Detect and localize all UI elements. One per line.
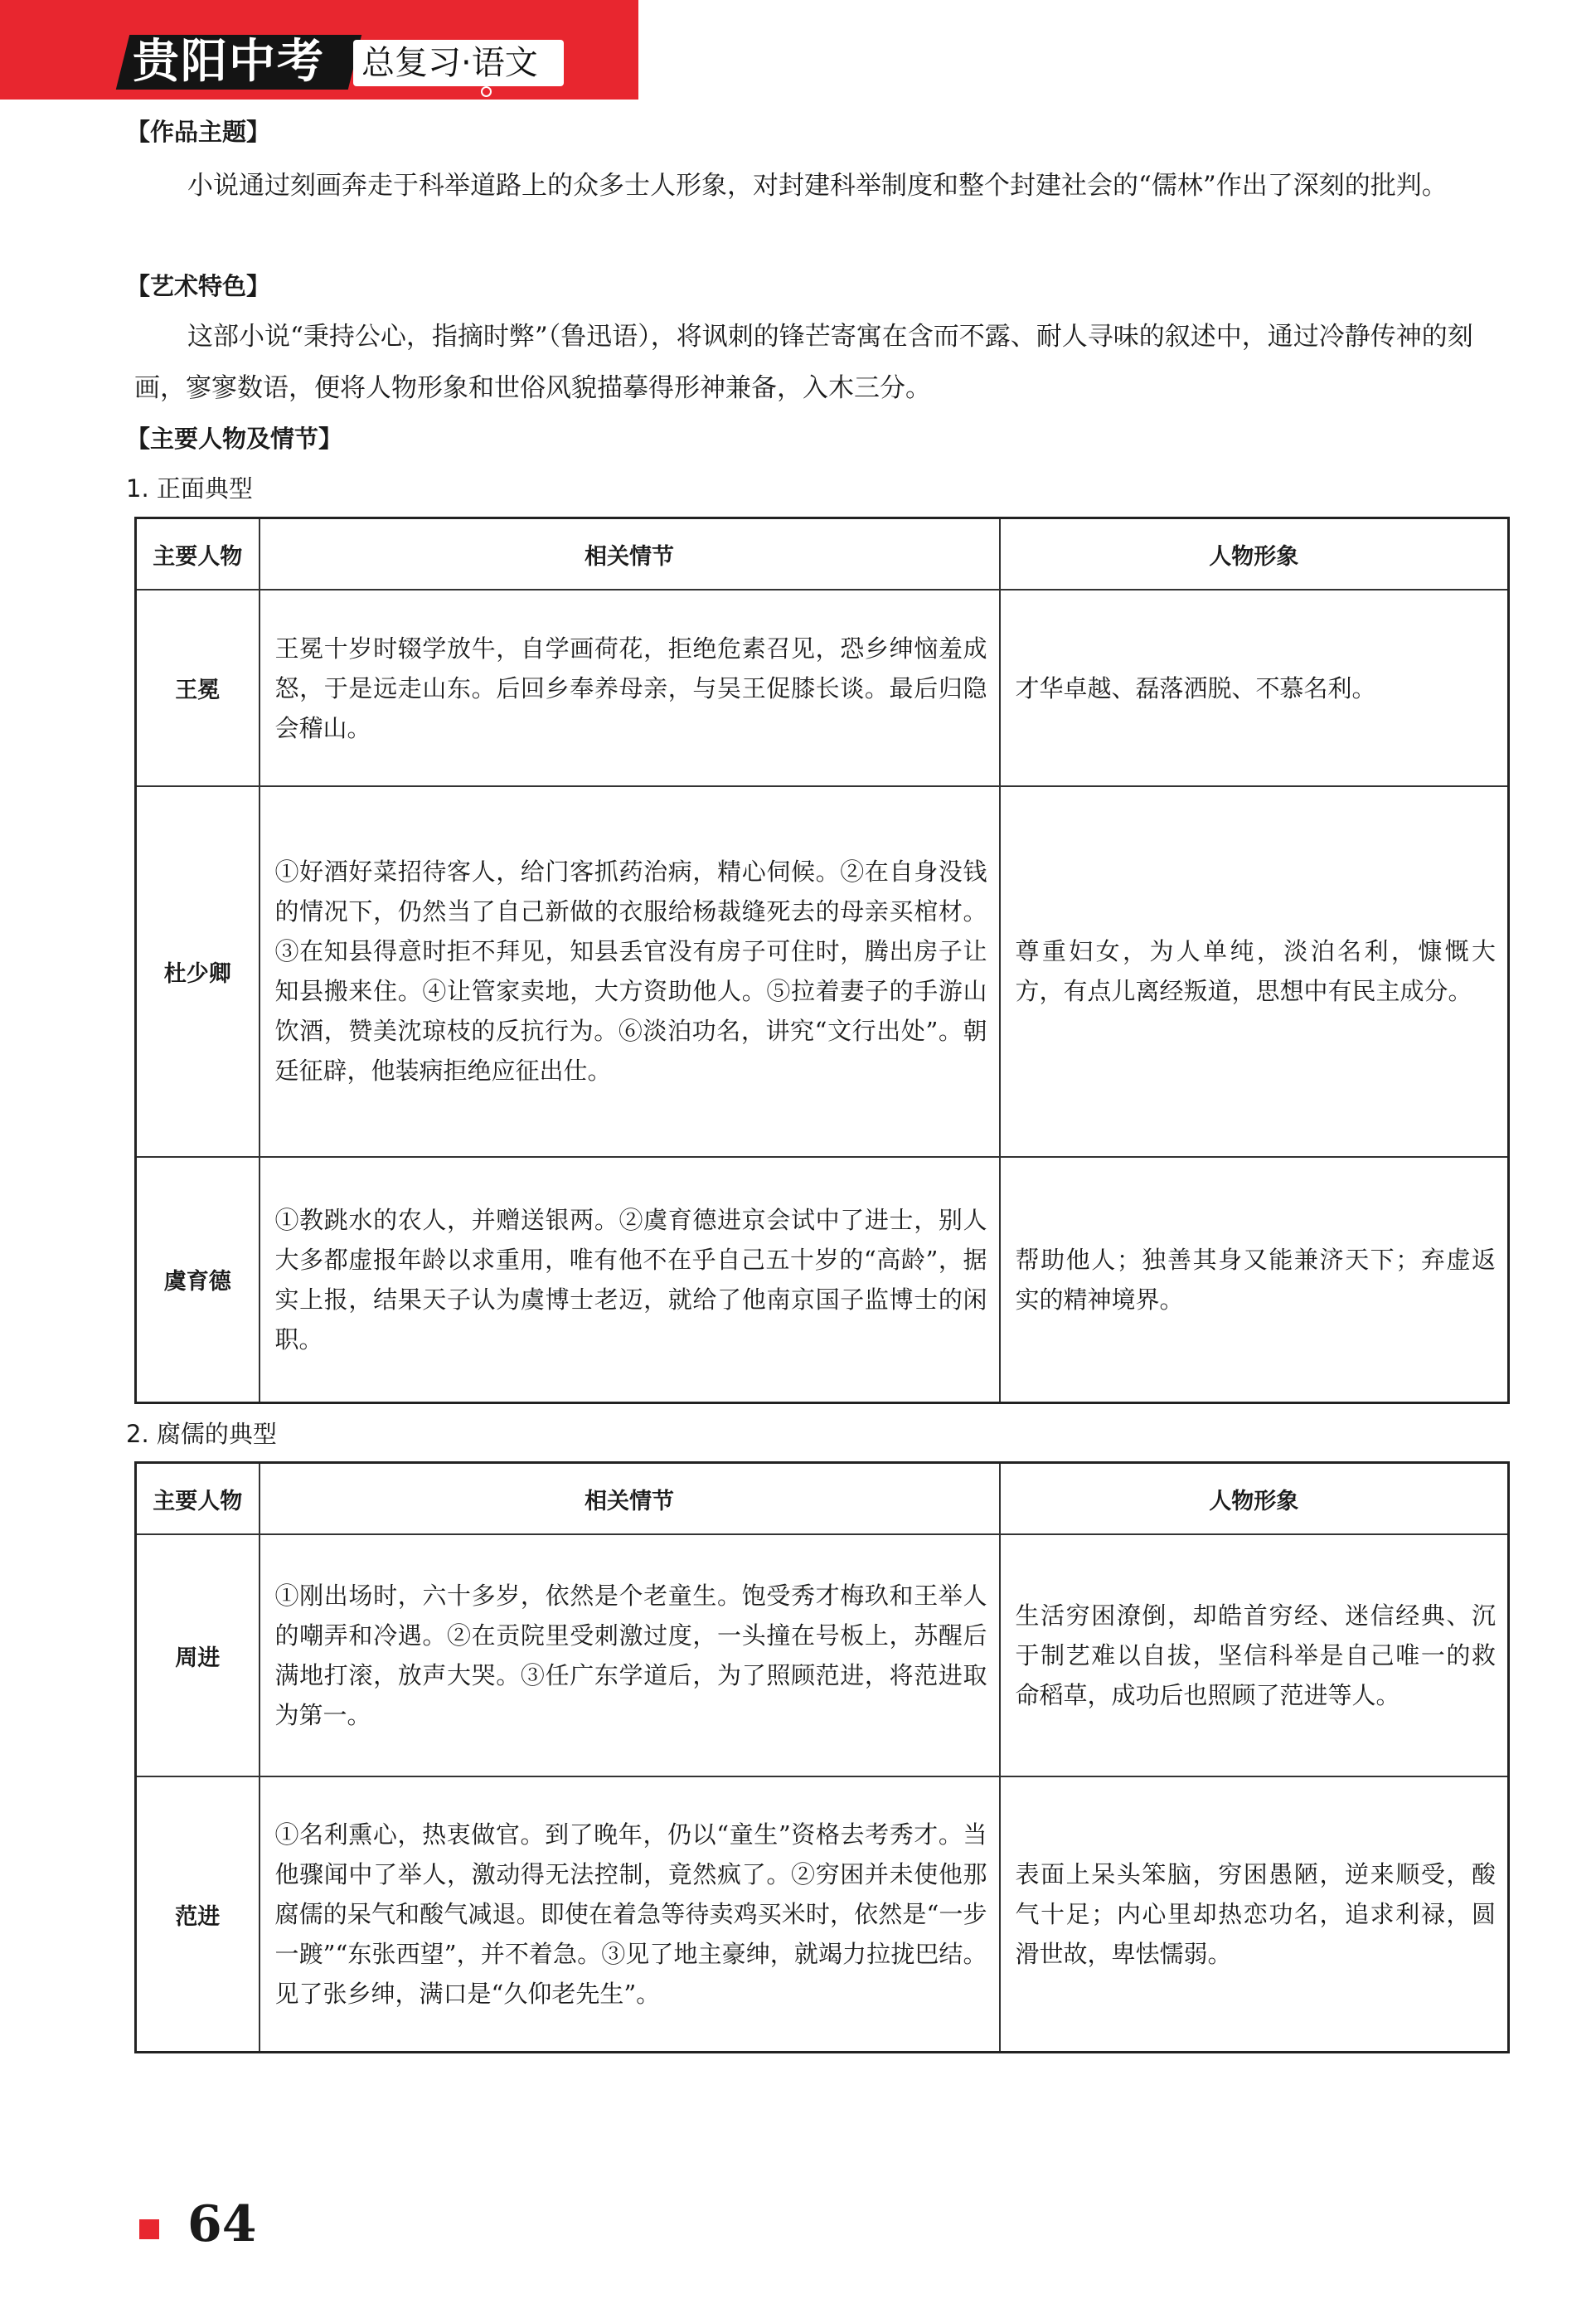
character-plot: ①好酒好菜招待客人，给门客抓药治病，精心伺候。②在自身没钱的情况下，仍然当了自己新做的衣服给杨裁缝死去的母亲买棺材。③在知县得意时拒不拜见，知县丢官没有房子可住时，腾出房子让知县搬来住。④让管家卖地，大方资助他人。⑤拉着妻子的手游山饮酒，赞美沈琼枝的反抗行为。⑥淡泊功名，讲究“文行出处”。朝廷征辟，他装病拒绝应征出仕。 [260, 786, 1000, 1157]
header-brand: 贵阳中考 [133, 35, 325, 89]
characters-title: 【主要人物及情节】 [126, 425, 343, 453]
pedant-characters-table [134, 1461, 1510, 2053]
table-row [136, 1157, 1509, 1403]
header-plot: 相关情节 [260, 1463, 1000, 1535]
character-name: 杜少卿 [136, 786, 260, 1157]
theme-title: 【作品主题】 [126, 118, 271, 146]
character-name: 虞育德 [136, 1157, 260, 1403]
header-plot: 相关情节 [260, 518, 1000, 590]
table1-caption: 1. 正面典型 [126, 474, 253, 503]
character-plot: ①名利熏心，热衷做官。到了晚年，仍以“童生”资格去考秀才。当他骤闻中了举人，激动得无法控制，竟然疯了。②穷困并未使他那腐儒的呆气和酸气减退。即使在着急等待卖鸡买米时，依然是“一步一踱”“东张西望”，并不着急。③见了地主豪绅，就竭力拉拢巴结。见了张乡绅，满口是“久仰老先生”。 [260, 1776, 1000, 2052]
page-marker-icon [139, 2219, 159, 2239]
header-image: 人物形象 [1000, 1463, 1509, 1535]
table2-caption: 2. 腐儒的典型 [126, 1420, 277, 1448]
character-image: 才华卓越、磊落洒脱、不慕名利。 [1000, 590, 1509, 785]
character-image: 表面上呆头笨脑，穷困愚陋，逆来顺受，酸气十足；内心里却热恋功名，追求利禄，圆滑世故，卑怯懦弱。 [1000, 1776, 1509, 2052]
header-character: 主要人物 [136, 1463, 260, 1535]
header-subtitle: 总复习·语文 [361, 44, 538, 82]
character-name: 周进 [136, 1534, 260, 1776]
character-plot: ①教跳水的农人，并赠送银两。②虞育德进京会试中了进士，别人大多都虚报年龄以求重用，唯有他不在乎自己五十岁的“高龄”，据实上报，结果天子认为虞博士老迈，就给了他南京国子监博士的闲职。 [260, 1157, 1000, 1403]
table-header-row [136, 518, 1509, 590]
header-character: 主要人物 [136, 518, 260, 590]
page-number: 64 [187, 2195, 257, 2253]
table-header-row [136, 1463, 1509, 1535]
character-image: 生活穷困潦倒，却皓首穷经、迷信经典、沉于制艺难以自拔，坚信科举是自己唯一的救命稻草，成功后也照顾了范进等人。 [1000, 1534, 1509, 1776]
header-image: 人物形象 [1000, 518, 1509, 590]
character-name: 范进 [136, 1776, 260, 2052]
character-image: 尊重妇女，为人单纯，淡泊名利，慷慨大方，有点儿离经叛道，思想中有民主成分。 [1000, 786, 1509, 1157]
table-row [136, 1776, 1509, 2052]
theme-text: 小说通过刻画奔走于科举道路上的众多士人形象，对封建科举制度和整个封建社会的“儒林”作出了深刻的批判。 [187, 171, 1448, 201]
positive-characters-table [134, 517, 1510, 1404]
character-plot: ①刚出场时，六十多岁，依然是个老童生。饱受秀才梅玖和王举人的嘲弄和冷遇。②在贡院里受刺激过度，一头撞在号板上，苏醒后满地打滚，放声大哭。③任广东学道后，为了照顾范进，将范进取为第一。 [260, 1534, 1000, 1776]
table-row [136, 786, 1509, 1157]
art-title: 【艺术特色】 [126, 272, 271, 300]
art-text: 这部小说“秉持公心，指摘时弊”（鲁迅语），将讽刺的锋芒寄寓在含而不露、耐人寻味的叙述中，通过冷静传神的刻画，寥寥数语，便将人物形象和世俗风貌描摹得形神兼备，入木三分。 [134, 322, 1473, 403]
table-row [136, 590, 1509, 785]
character-name: 王冕 [136, 590, 260, 785]
header-dot-icon [481, 86, 492, 97]
table-row [136, 1534, 1509, 1776]
character-image: 帮助他人；独善其身又能兼济天下；弃虚返实的精神境界。 [1000, 1157, 1509, 1403]
character-plot: 王冕十岁时辍学放牛，自学画荷花，拒绝危素召见，恐乡绅恼羞成怒，于是远走山东。后回乡奉养母亲，与吴王促膝长谈。最后归隐会稽山。 [260, 590, 1000, 785]
